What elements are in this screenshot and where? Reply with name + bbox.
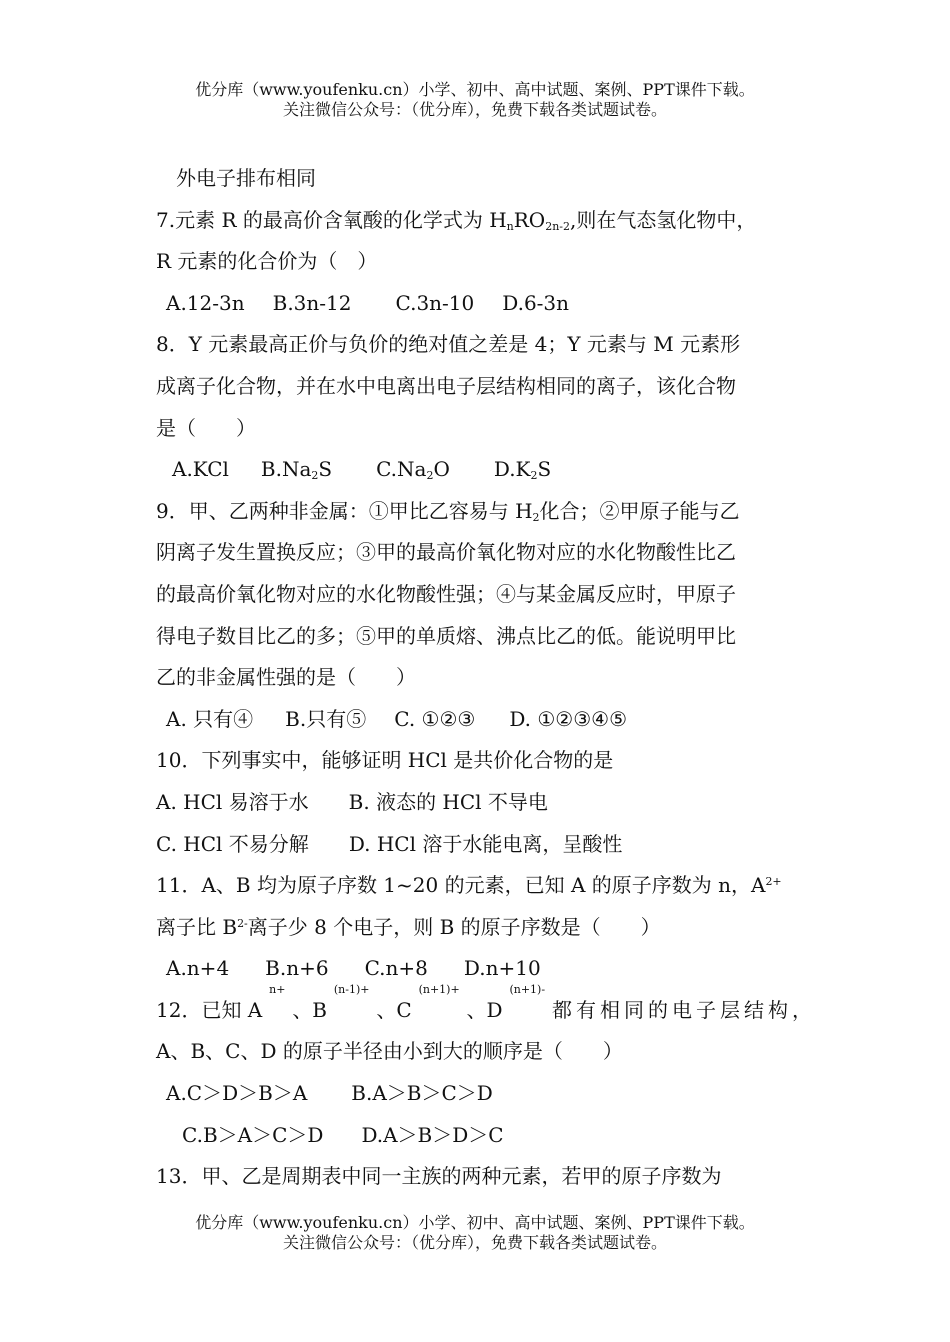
q9-line-1: 9．甲、乙两种非金属：①甲比乙容易与 $H_2$化合；②甲原子能与乙 [156, 498, 740, 524]
q10-option-a: A. HCl 易溶于水 [156, 789, 309, 814]
footer-line-2: 关注微信公众号：（优分库），免费下载各类试题试卷。 [282, 1233, 667, 1252]
q9-line-5: 乙的非金属性强的是（ ） [156, 665, 416, 690]
q9-line-4: 得电子数目比乙的多；⑤甲的单质熔、沸点比乙的低。能说明甲比 [156, 623, 736, 648]
q8-option-d: $D.K_2S$ [493, 457, 552, 483]
q8-line-2: 成离子化合物，并在水中电离出电子层结构相同的离子，该化合物 [156, 373, 736, 398]
q9-line-3: 的最高价氧化物对应的水化物酸性强；④与某金属反应时，甲原子 [156, 581, 736, 606]
q11-option-d: D.n+10 [463, 956, 541, 981]
q8-option-b: $B.Na_2S$ [260, 457, 333, 483]
q11-line-2: 离子比 $B^{2-}$离子少 8 个电子，则 B 的原子序数是（ ） [156, 914, 661, 939]
q12-options-ab [156, 1073, 816, 1115]
q6-tail: 外电子排布相同 [176, 166, 316, 190]
q10-options-cd [156, 824, 816, 866]
q9-option-d: D. ①②③④⑤ [509, 706, 628, 731]
q8-option-c: $C.Na_2O$ [376, 457, 450, 483]
q8-options [156, 449, 816, 491]
q9-options [156, 699, 816, 741]
q9-option-a: A. 只有④ [166, 706, 254, 731]
q12-option-c: C.B＞A＞C＞D [182, 1122, 324, 1147]
document-body [156, 158, 816, 1198]
q7-option-b: B.3n-12 [272, 290, 352, 315]
q11-option-c: C.n+8 [364, 956, 428, 981]
q11-options [156, 948, 816, 990]
q11-option-b: B.n+6 [265, 956, 329, 981]
q12-line-2: A、B、C、D 的原子半径由小到大的顺序是（ ） [156, 1039, 623, 1064]
q7-option-c: C.3n-10 [395, 290, 475, 315]
q7-line-2: R 元素的化合价为（ ） [156, 249, 378, 274]
q10-option-d: D. HCl 溶于水能电离，呈酸性 [348, 831, 623, 856]
page-header [0, 80, 950, 120]
q12-options-cd [156, 1115, 816, 1157]
q10-option-b: B. 液态的 HCl 不导电 [348, 789, 548, 814]
q11-line-1: 11．A、B 均为原子序数 1~20 的元素，已知 A 的原子序数为 n，$A^{2+}$ [156, 873, 782, 898]
q8-line-1: 8．Y 元素最高正价与负价的绝对值之差是 4；Y 元素与 M 元素形 [156, 332, 741, 357]
q12-line-1: 12．已知 A n+ 、B (n-1)+ 、C (n+1)+ 、D (n+1)- 都有相同的电子层结构， [156, 982, 816, 1022]
q7-option-d: D.6-3n [502, 290, 570, 315]
q10-line-1: 10．下列事实中，能够证明 HCl 是共价化合物的是 [156, 748, 614, 773]
q12-option-a: A.C＞D＞B＞A [166, 1081, 308, 1106]
q11-option-a: A.n+4 [166, 956, 230, 981]
q12-option-d: D.A＞B＞D＞C [361, 1122, 504, 1147]
q10-options-ab [156, 782, 816, 824]
q7-line-1: 7.元素 R 的最高价含氧酸的化学式为 $H_nRO_{2n-2}$,则在气态氢化物中， [156, 207, 757, 233]
q7-options [156, 283, 816, 325]
q10-option-c: C. HCl 不易分解 [156, 831, 309, 856]
q7-option-a: A.12-3n [166, 290, 245, 315]
page-footer [0, 1213, 950, 1253]
header-line-2: 关注微信公众号：（优分库），免费下载各类试题试卷。 [282, 100, 667, 119]
q13-line-1: 13．甲、乙是周期表中同一主族的两种元素，若甲的原子序数为 [156, 1164, 722, 1189]
header-line-1: 优分库（www.youfenku.cn）小学、初中、高中试题、案例、PPT课件下载。 [195, 80, 755, 99]
q9-line-2: 阴离子发生置换反应；③甲的最高价氧化物对应的水化物酸性比乙 [156, 540, 736, 565]
q12-option-b: B.A＞B＞C＞D [351, 1081, 493, 1106]
q9-option-c: C. ①②③ [394, 706, 476, 731]
q8-option-a: A.KCl [172, 457, 229, 482]
q9-option-b: B.只有⑤ [285, 706, 367, 731]
q8-line-3: 是（ ） [156, 415, 256, 440]
footer-line-1: 优分库（www.youfenku.cn）小学、初中、高中试题、案例、PPT课件下载。 [195, 1213, 755, 1232]
